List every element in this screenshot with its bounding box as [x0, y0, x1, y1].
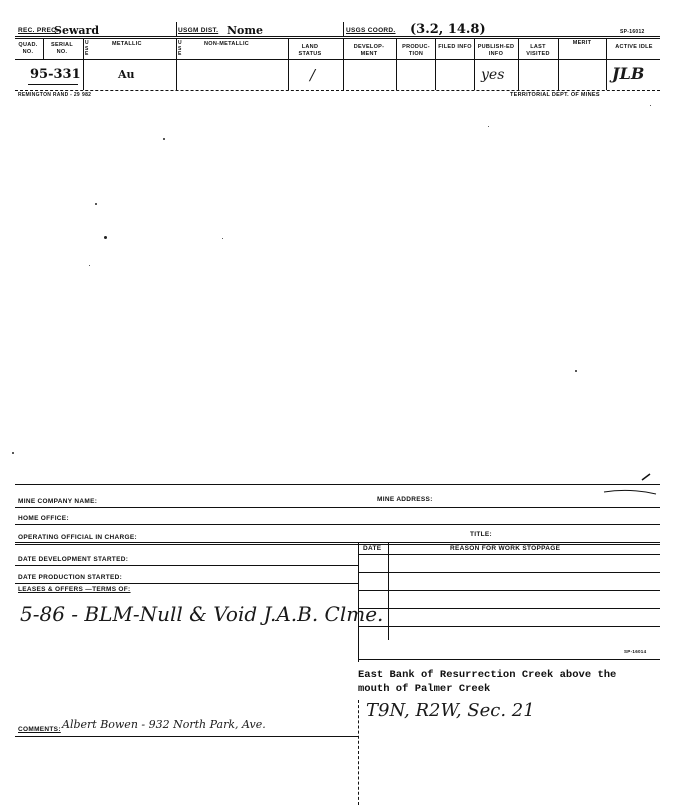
quad-serial-value: 95-331 [30, 67, 81, 82]
col-production: PRODUC-TION [402, 44, 430, 57]
active-idle-value: JLB [612, 64, 645, 83]
operating-official-label: OPERATING OFFICIAL IN CHARGE: [18, 534, 137, 541]
col-development: DEVELOP-MENT [353, 44, 385, 57]
reason-label: REASON FOR WORK STOPPAGE [450, 545, 561, 552]
prod-started-label: DATE PRODUCTION STARTED: [18, 574, 123, 581]
comments-label: COMMENTS: [18, 726, 61, 733]
col-active-idle: ACTIVE IDLE [615, 44, 653, 50]
col-published-info: PUBLISH-ED INFO [477, 44, 515, 57]
form-number-bottom: SP-16014 [624, 649, 647, 654]
usgs-coord-label: USGS COORD. [346, 27, 396, 34]
usgm-dist-label: USGM DIST. [178, 27, 219, 34]
col-land-status: LAND STATUS [298, 44, 322, 57]
location-line-2: mouth of Palmer Creek [358, 683, 491, 695]
col-last-visited: LAST VISITED [526, 44, 550, 57]
dev-started-label: DATE DEVELOPMENT STARTED: [18, 556, 129, 563]
printer-code: 982 [82, 92, 92, 98]
date-col-label: DATE [363, 545, 382, 552]
rec-prec-value: Seward [54, 24, 100, 37]
mine-address-label: MINE ADDRESS: [377, 496, 433, 503]
col-quad-no: QUAD. NO. [18, 42, 38, 55]
location-line-1: East Bank of Resurrection Creek above the [358, 669, 617, 681]
printer-label: REMINGTON RAND - 29 [18, 92, 81, 98]
col-non-metallic: NON-METALLIC [204, 41, 250, 47]
dept-label: TERRITORIAL DEPT. OF MINES [510, 92, 600, 98]
rec-prec-label: REC. PREC. [18, 27, 59, 34]
col-serial-no: SERIAL NO. [51, 42, 73, 55]
leases-handwritten: 5-86 - BLM-Null & Void J.A.B. Clme. [20, 602, 384, 626]
col-metallic: METALLIC [112, 41, 142, 47]
col-merit: MERIT [572, 40, 592, 46]
home-office-label: HOME OFFICE: [18, 515, 69, 522]
published-info-value: yes [481, 67, 505, 83]
location-handwritten: T9N, R2W, Sec. 21 [366, 700, 535, 721]
usgs-coord-value: (3.2, 14.8) [410, 22, 486, 37]
col-use-right: U S E [178, 40, 182, 57]
metallic-value: Au [118, 68, 135, 81]
usgm-dist-value: Nome [227, 24, 264, 37]
leases-label: LEASES & OFFERS —TERMS OF: [18, 586, 131, 593]
form-number-top: SP-16012 [620, 29, 645, 35]
title-label: TITLE: [470, 531, 493, 538]
pen-stroke-mark [590, 470, 660, 500]
mine-company-label: MINE COMPANY NAME: [18, 498, 98, 505]
col-filed-info: FILED INFO [438, 44, 472, 50]
col-use-left: U S E [85, 40, 89, 57]
comments-handwritten: Albert Bowen - 932 North Park, Ave. [62, 718, 266, 731]
land-status-value: / [310, 66, 316, 84]
